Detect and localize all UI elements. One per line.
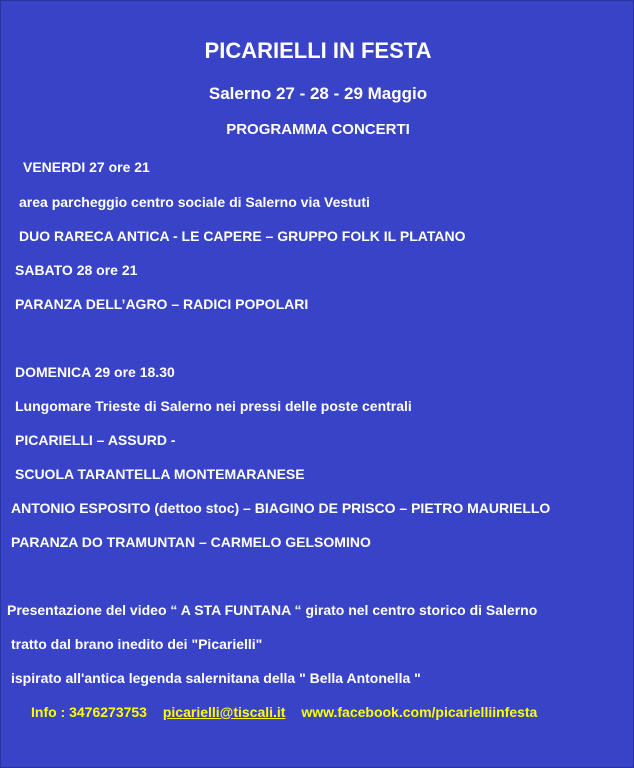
poster-title: PICARIELLI IN FESTA — [204, 38, 432, 63]
sunday-acts-1: PICARIELLI – ASSURD - — [15, 432, 176, 448]
sunday-place: Lungomare Trieste di Salerno nei pressi delle poste centrali — [15, 398, 412, 414]
sunday-acts-3: ANTONIO ESPOSITO (dettoo stoc) – BIAGINO DE PRISCO – PIETRO MAURIELLO — [11, 500, 551, 516]
sunday-day: DOMENICA 29 ore 18.30 — [15, 364, 175, 380]
friday-acts: DUO RARECA ANTICA - LE CAPERE – GRUPPO FOLK IL PLATANO — [19, 228, 466, 244]
video-line-1: Presentazione del video “ A STA FUNTANA “ girato nel centro storico di Salerno — [7, 602, 538, 618]
event-dates: Salerno 27 - 28 - 29 Maggio — [208, 84, 428, 103]
saturday-acts: PARANZA DELL’AGRO – RADICI POPOLARI — [15, 296, 309, 312]
video-line-3: ispirato all'antica legenda salernitana della " Bella Antonella " — [11, 670, 421, 686]
info-facebook-link[interactable]: www.facebook.com/picarielliinfesta — [301, 704, 538, 720]
friday-day: VENERDI 27 ore 21 — [23, 159, 150, 175]
sunday-acts-4: PARANZA DO TRAMUNTAN – CARMELO GELSOMINO — [11, 534, 371, 550]
info-row — [31, 704, 549, 720]
video-line-2: tratto dal brano inedito dei "Picarielli" — [11, 636, 263, 652]
section-heading: PROGRAMMA CONCERTI — [226, 121, 410, 138]
saturday-day: SABATO 28 ore 21 — [15, 262, 138, 278]
info-phone: Info : 3476273753 — [31, 704, 147, 720]
friday-place: area parcheggio centro sociale di Salerno via Vestuti — [19, 194, 370, 210]
info-email-link[interactable]: picarielli@tiscali.it — [162, 704, 286, 720]
sunday-acts-2: SCUOLA TARANTELLA MONTEMARANESE — [15, 466, 305, 482]
